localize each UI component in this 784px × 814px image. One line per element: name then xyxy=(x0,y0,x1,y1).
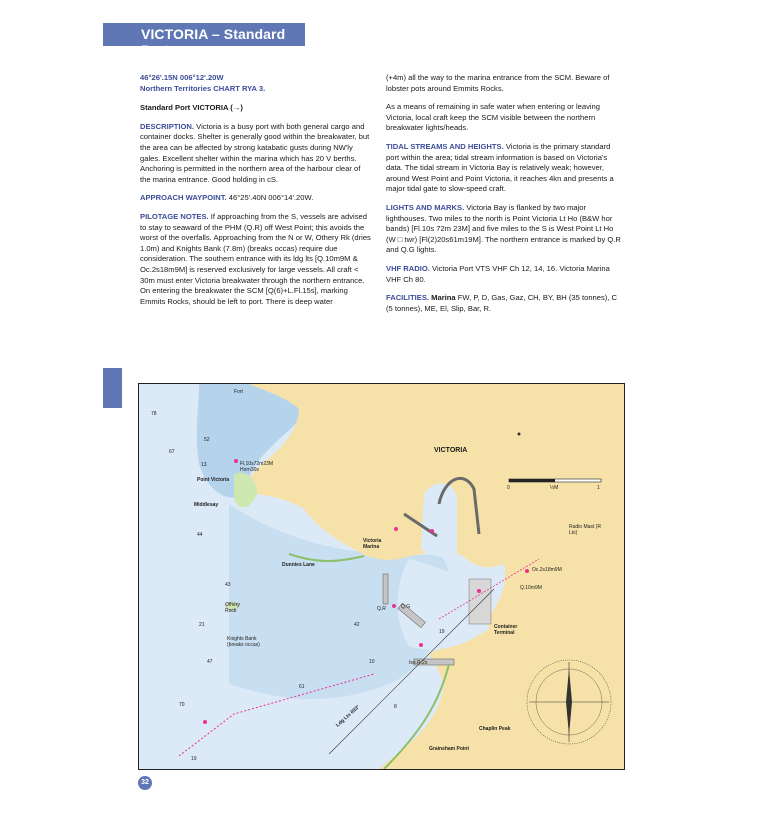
chart-drawing xyxy=(139,384,624,769)
scale-bar-half xyxy=(509,479,555,482)
approach-heading: APPROACH WAYPOINT. xyxy=(140,193,227,203)
sounding: 43 xyxy=(225,582,231,588)
chart-grainsham-point-label: Grainsham Point xyxy=(429,746,470,752)
light-marker-6 xyxy=(419,643,423,647)
coordinates: 46°26'.15N 006°12'.20W xyxy=(140,73,224,82)
approach-text: 46°25'.40N 006°14'.20W. xyxy=(228,193,314,203)
light-marker-1 xyxy=(234,459,238,463)
chart-town-label: VICTORIA xyxy=(434,447,468,454)
pilotage-heading: PILOTAGE NOTES. xyxy=(140,211,209,221)
chart-chaplin-peak-label: Chaplin Peak xyxy=(479,726,511,732)
chart-q-light-label: Q.10m9M xyxy=(520,585,542,591)
marina-basin xyxy=(421,483,457,556)
light-marker-9 xyxy=(518,433,521,436)
chart-qg-label: Q.G xyxy=(401,604,411,610)
sounding: 67 xyxy=(169,449,175,455)
chart-point-victoria-label: Point Victoria xyxy=(197,477,230,483)
sounding: 21 xyxy=(199,622,205,628)
sounding: 70 xyxy=(179,702,185,708)
section-side-tab xyxy=(103,368,122,408)
sounding: 47 xyxy=(207,659,213,665)
sounding: 8 xyxy=(394,704,397,710)
tidal-text: Victoria is the primary standard port within the area; tidal stream information is based on Victoria's data. The tidal stream in Victoria Bay is relatively weak; however, around West Point and Point Victoria, it reaches 4kn and presents a major tidal gate to slow-speed craft. xyxy=(386,141,614,194)
pilotage-text: If approaching from the S, vessels are advised to stay to seaward of the PHM (Q.R) off West Point; this avoids the worst of the overfalls. Approaching from the N or W, Othery Rk (dries 1.0m) and Knights Bank (7.8m) (breaks occas) require due consideration. The southern entrance with its ldg lts [Q.10m9M & Oc.2s18m9M] is reserved exclusively for large vessels. All craft < 30m must enter Victoria breakwater through the northern entrance. On entering the breakwater the SCM [Q(6)+L.Fl.15s], marking Emmits Rocks, should be left to port. There is deep water xyxy=(140,211,371,306)
sounding: 52 xyxy=(204,437,210,443)
description-text: Victoria is a busy port with both general cargo and container docks. Shelter is generally good within the breakwater, but the area can be affected by strong katabatic gusts during NW'ly gales. Excellent shelter within the marina which has 20 V berths. Anchoring is permitted in the northern area of the harbour clear of the marina entrance. Good holding in cS. xyxy=(140,121,370,184)
facilities-text: FW, P, D, Gas, Gaz, CH, BY, BH (35 tonnes), C (5 tonnes), ME, El, Slip, Bar, R. xyxy=(386,293,618,313)
light-marker-7 xyxy=(477,589,481,593)
page-number: 32 xyxy=(138,776,152,790)
container-terminal xyxy=(469,579,491,624)
description-paragraph xyxy=(140,122,372,186)
continued-text: (+4m) all the way to the marina entrance from the SCM. Beware of lobster pots around Emmits Rocks. xyxy=(386,73,610,93)
jetty-1 xyxy=(383,574,388,604)
light-marker-4 xyxy=(525,569,529,573)
sounding: 44 xyxy=(197,532,203,538)
chart-scale-one: 1 xyxy=(597,485,600,491)
chart-middlesay-label: Middlesay xyxy=(194,502,219,508)
sounding: 61 xyxy=(299,684,305,690)
chart-fort-label: Fort xyxy=(234,389,243,395)
facilities-paragraph xyxy=(386,293,622,314)
tidal-paragraph xyxy=(386,142,622,195)
chart-iso-light-label: Iso.R.2s xyxy=(409,660,428,666)
left-column xyxy=(140,73,372,315)
chart-othery-rock-label: Othery Rock xyxy=(225,602,241,614)
vhf-text: Victoria Port VTS VHF Ch 12, 14, 16. Victoria Marina VHF Ch 80. xyxy=(386,263,610,284)
chart-qr-label: Q.R xyxy=(377,606,386,612)
chart-knights-bank-label: Knights Bank (breaks occas) xyxy=(227,636,260,648)
description-heading: DESCRIPTION. xyxy=(140,121,195,131)
vhf-heading: VHF RADIO. xyxy=(386,263,430,273)
facilities-heading: FACILITIES. xyxy=(386,293,430,303)
standard-port: Standard Port VICTORIA (→) xyxy=(140,103,243,113)
chart-container-terminal-label: Container Terminal xyxy=(494,624,518,636)
harbour-chart xyxy=(138,383,625,770)
lights-text: Victoria Bay is flanked by two major lighthouses. Two miles to the north is Point Victoria Lt Ho (B&W hor bands) [Fl.10s 72m 23M] and five miles to the S is West Point Lt Ho (W □ twr) [Fl(2)20s61m19M]. The northern entrance is marked by Q.R and Q.G lights. xyxy=(386,202,621,255)
light-marker-5 xyxy=(392,604,396,608)
light-marker-2 xyxy=(430,529,434,533)
chart-victoria-marina-label: Victoria Marina xyxy=(363,538,382,550)
chart-dunnies-lane-label: Dunnies Lane xyxy=(282,562,315,568)
sounding: 78 xyxy=(151,411,157,417)
tidal-heading: TIDAL STREAMS AND HEIGHTS. xyxy=(386,141,504,151)
lights-paragraph xyxy=(386,203,622,256)
light-marker-3 xyxy=(394,527,398,531)
sounding: 42 xyxy=(354,622,360,628)
chart-radio-mast-label: Radio Mast (R Lts) xyxy=(569,524,601,536)
right-column xyxy=(386,73,622,322)
lights-heading: LIGHTS AND MARKS. xyxy=(386,202,465,212)
chart-reference: Northern Territories CHART RYA 3. xyxy=(140,83,266,93)
vhf-paragraph xyxy=(386,264,622,285)
sounding: 13 xyxy=(201,462,207,468)
approach-paragraph xyxy=(140,193,372,204)
page-title: VICTORIA – Standard Port xyxy=(141,26,286,58)
sounding: 19 xyxy=(191,756,197,762)
chart-scale-half: ½M xyxy=(550,485,559,491)
facilities-marina: Marina xyxy=(431,293,456,303)
light-marker-8 xyxy=(203,720,207,724)
pilotage-paragraph xyxy=(140,212,372,307)
chart-leading-line-label: Ldg Lts 093° xyxy=(335,704,362,729)
chart-scale-zero: 0 xyxy=(507,485,510,491)
chart-oc-light-label: Oc.2s18m9M xyxy=(532,567,562,573)
sounding: 10 xyxy=(369,659,375,665)
safe-water-text: As a means of remaining in safe water when entering or leaving Victoria, local craft keep the SCM visible between the northern breakwater lights/heads. xyxy=(386,102,601,133)
chart-light-pv: Fl.10s72m23M Horn30s xyxy=(240,461,274,473)
sounding: 19 xyxy=(439,629,445,635)
page-title-bar xyxy=(103,23,305,58)
